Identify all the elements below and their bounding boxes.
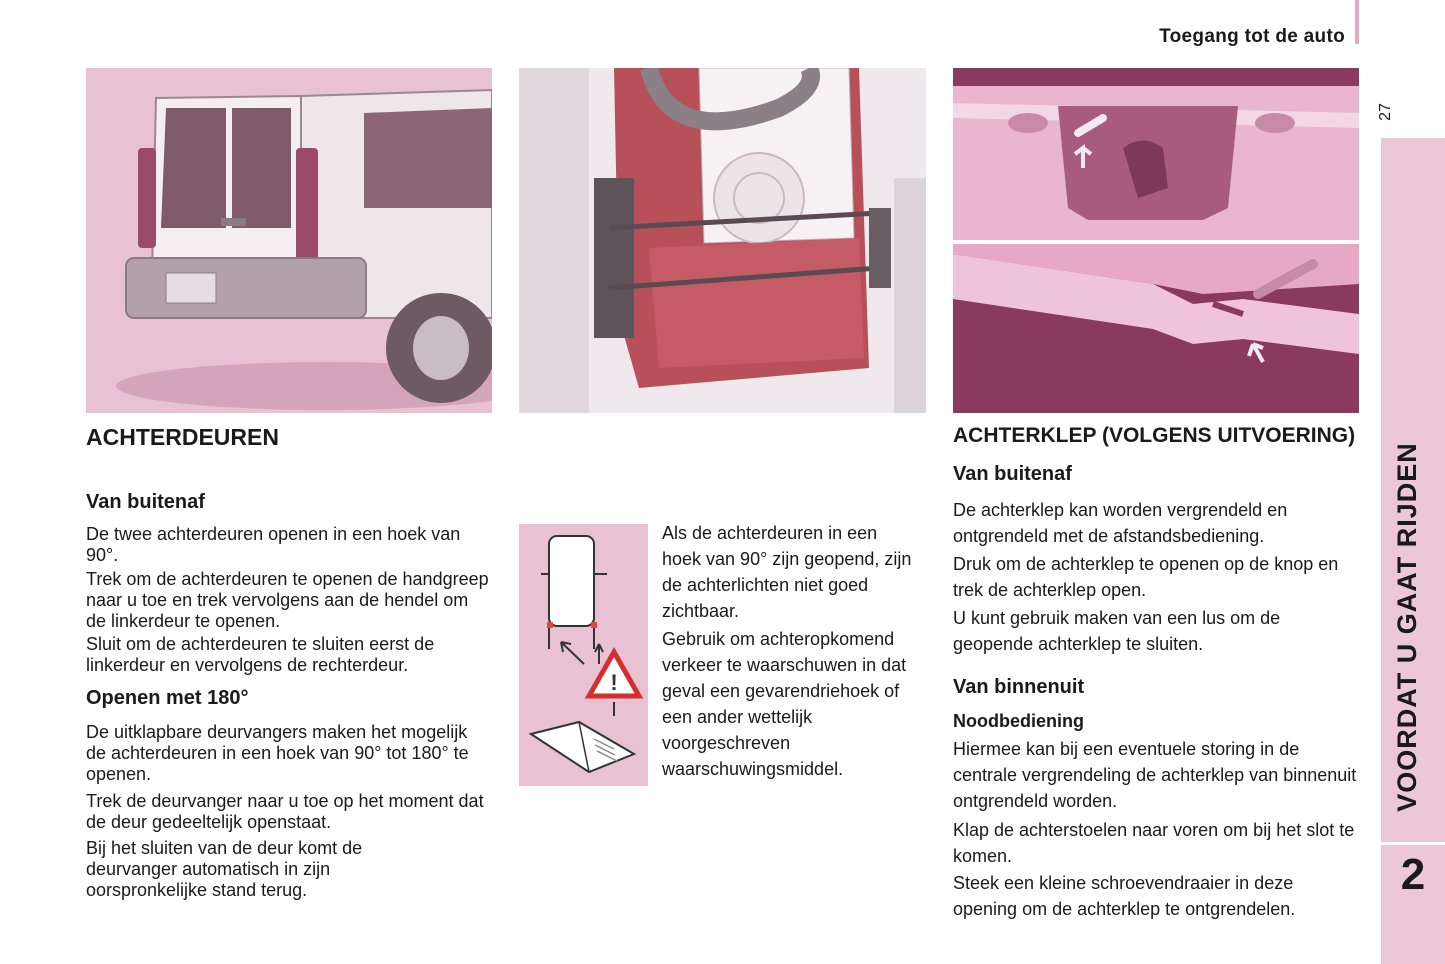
chapter-divider <box>1381 842 1445 845</box>
van-rear-doors-illustration <box>86 68 492 413</box>
paragraph: Bij het sluiten van de deur komt de deurvanger automatisch in zijn oorspronkelijke stand terug. <box>86 838 363 900</box>
page-number: 27 <box>1377 103 1394 121</box>
paragraph: Klap de achterstoelen naar voren om bij het slot te komen. <box>953 820 1355 866</box>
header-divider <box>1355 0 1359 44</box>
svg-text:!: ! <box>610 670 618 695</box>
chapter-number: 2 <box>1400 850 1426 899</box>
section-heading-achterdeuren: ACHTERDEUREN <box>86 424 279 450</box>
paragraph: Trek om de achterdeuren te openen de handgreep naar u toe en trek vervolgens aan de hendel om de linkerdeur te openen. <box>86 569 489 631</box>
subheading-noodbediening: Noodbediening <box>953 711 1084 731</box>
warning-triangle-illustration <box>519 524 648 786</box>
paragraph: Sluit om de achterdeuren te sluiten eerst de linkerdeur en vervolgens de rechterdeur. <box>86 634 435 675</box>
subheading-van-binnenuit: Van binnenuit <box>953 676 1085 698</box>
paragraph: Druk om de achterklep te openen op de knop en trek de achterklep open. <box>953 554 1339 600</box>
subheading-van-buitenaf-achterklep: Van buitenaf <box>953 463 1072 485</box>
subheading-openen-180: Openen met 180° <box>86 687 249 709</box>
section-heading-achterklep: ACHTERKLEP (VOLGENS UITVOERING) <box>953 424 1356 447</box>
paragraph: Gebruik om achteropkomend verkeer te waarschuwen in dat geval een gevarendriehoek of een ander wettelijk voorgeschreven waarschuwingsmiddel. <box>662 629 907 779</box>
page-header-title: Toegang tot de auto <box>1159 26 1345 47</box>
paragraph: Hiermee kan bij een eventuele storing in de centrale vergrendeling de achterklep van binnenuit ontgrendeld worden. <box>953 739 1357 811</box>
tailgate-lock-exterior-illustration <box>953 68 1359 240</box>
paragraph: De achterklep kan worden vergrendeld en ontgrendeld met de afstandsbediening. <box>953 500 1288 546</box>
chapter-title: VOORDAT U GAAT RIJDEN <box>1392 442 1422 812</box>
paragraph: Als de achterdeuren in een hoek van 90° zijn geopend, zijn de achterlichten niet goed zichtbaar. <box>662 523 912 621</box>
paragraph: Trek de deurvanger naar u toe op het moment dat de deur gedeeltelijk openstaat. <box>86 791 484 832</box>
tailgate-interior-illustration <box>953 244 1359 413</box>
paragraph: U kunt gebruik maken van een lus om de geopende achterklep te sluiten. <box>953 608 1281 654</box>
paragraph: De twee achterdeuren openen in een hoek van 90°. <box>86 524 461 565</box>
subheading-van-buitenaf: Van buitenaf <box>86 491 205 513</box>
paragraph: De uitklapbare deurvangers maken het mogelijk de achterdeuren in een hoek van 90° tot 180° te openen. <box>86 722 469 784</box>
paragraph: Steek een kleine schroevendraaier in deze opening om de achterklep te ontgrendelen. <box>953 873 1296 919</box>
door-check-illustration <box>519 68 926 413</box>
